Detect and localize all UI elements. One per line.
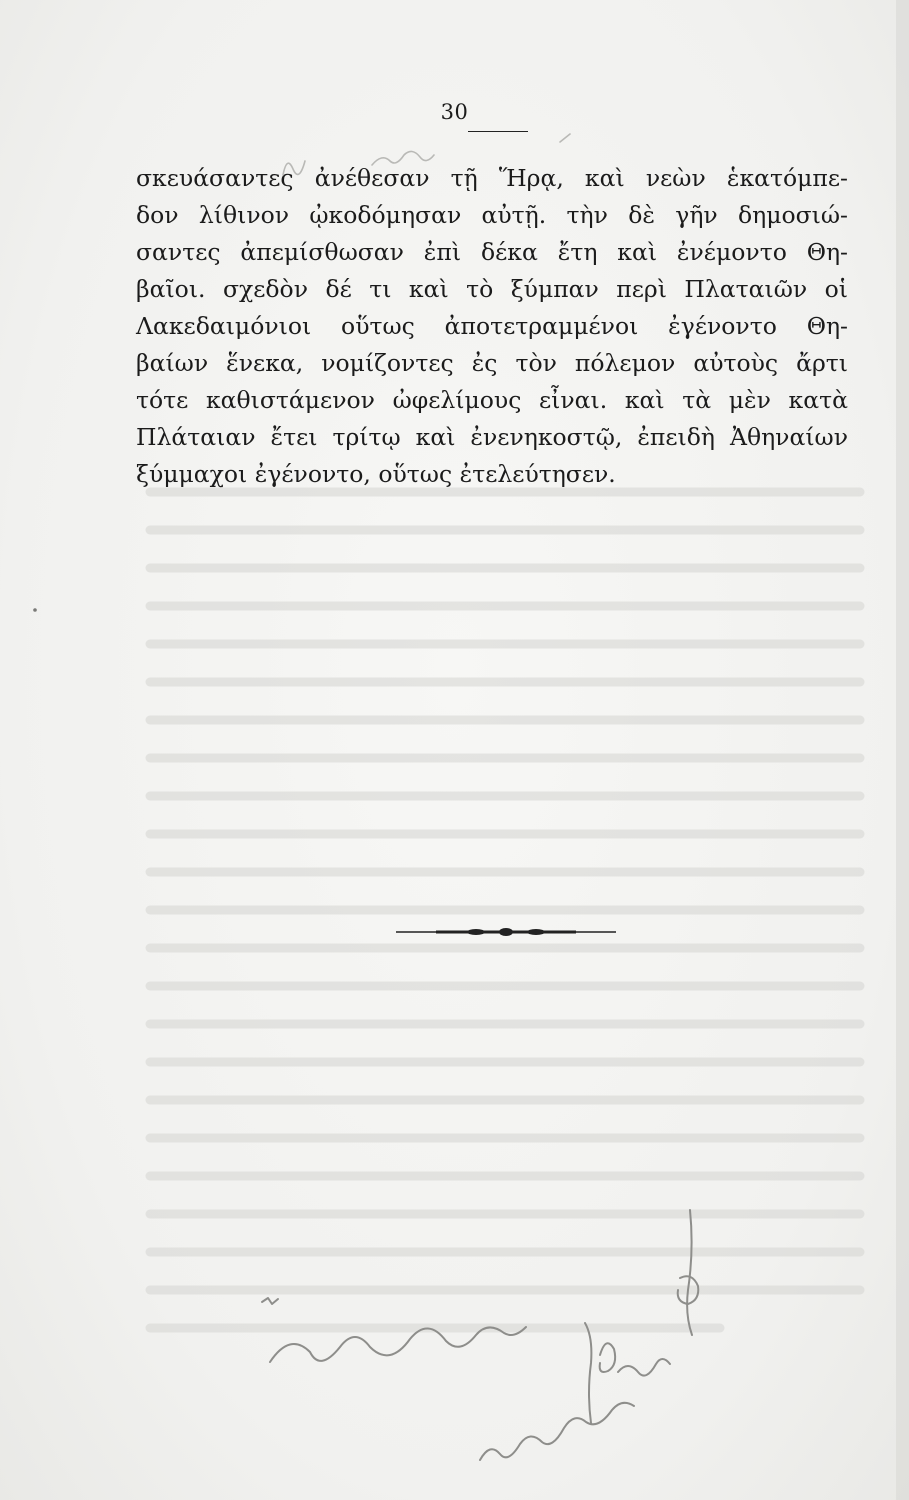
page-number: 30 (440, 100, 469, 124)
text-line: σκευάσαντες ἀνέθεσαν τῇ Ἥρᾳ, καὶ νεὼν ἑκατόμπε- (136, 164, 848, 192)
body-text (136, 160, 848, 493)
text-line: Λακεδαιμόνιοι οὕτως ἀποτετραμμένοι ἐγένοντο Θη- (136, 312, 848, 340)
text-line: τότε καθιστάμενον ὠφελίμους εἶναι. καὶ τὰ μὲν κατὰ (136, 386, 848, 414)
text-line: βαίων ἕνεκα, νομίζοντες ἐς τὸν πόλεμον αὐτοὺς ἄρτι (136, 349, 848, 377)
ornamental-divider (396, 917, 616, 947)
text-line: Πλάταιαν ἔτει τρίτῳ καὶ ἐνενηκοστῷ, ἐπειδὴ Ἀθηναίων (136, 423, 848, 451)
text-line: βαῖοι. σχεδὸν δέ τι καὶ τὸ ξύμπαν περὶ Πλαταιῶν οἱ (136, 275, 848, 303)
text-line: σαντες ἀπεμίσθωσαν ἐπὶ δέκα ἔτη καὶ ἐνέμοντο Θη- (136, 238, 848, 266)
text-line: ξύμμαχοι ἐγένοντο, οὕτως ἐτελεύτησεν. (136, 460, 616, 488)
page-number-rule (468, 131, 528, 132)
text-line: δον λίθινον ᾠκοδόμησαν αὐτῇ. τὴν δὲ γῆν δημοσιώ- (136, 201, 848, 229)
